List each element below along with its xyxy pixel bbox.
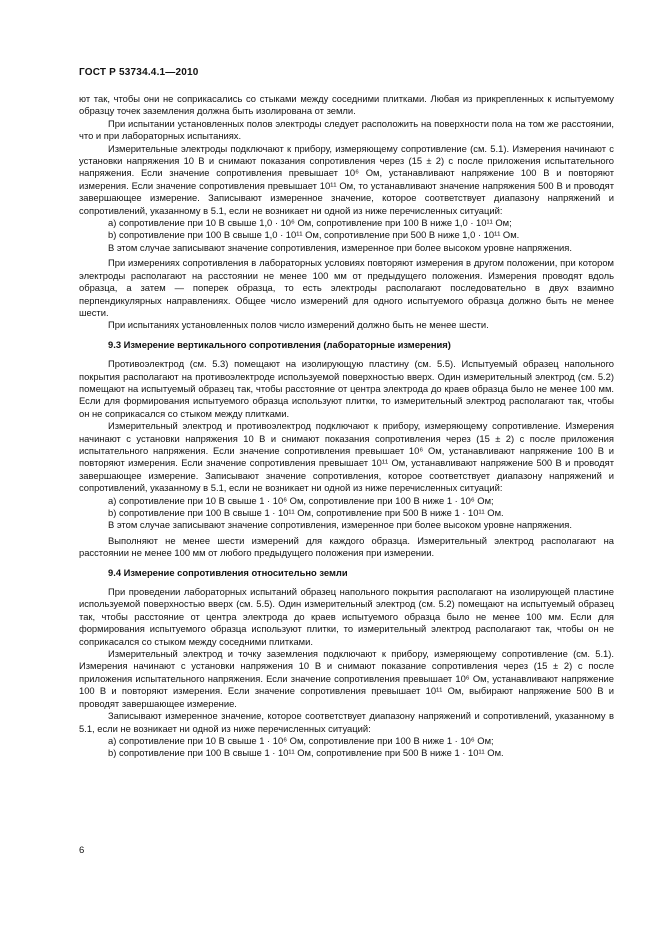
paragraph: Измерительные электроды подключают к прибору, измеряющему сопротивление (см. 5.1). Измерения начинают с установки напряжения 10 В и снимают показания сопротивления через (15 ± 2) с после приложения испытательного напряжения. Если значение сопротивления превышает 10⁶ Ом, устанавливают напряжение 100 В и повторяют измерения. Если значение сопротивления превышает 10¹¹ Ом, то устанавливают значение напряжения 500 В и проводят завершающее измерение. Записывают измеренное значение, которое соответствует диапазону напряжений и сопротивлений, указанному в 5.1, если не возникает ни одной из ниже перечисленных ситуаций: (79, 142, 614, 216)
paragraph: При измерениях сопротивления в лабораторных условиях повторяют измерения в другом положении, при котором электроды располагают на расстоянии не менее 100 мм от предыдущего положения. Измерения проводят вдоль образца, а затем — поперек образца, то есть электроды располагают последовательно в двух взаимно перпендикулярных направлениях. Общее число измерений для одного испытуемого образца должно быть не менее шести. (79, 257, 614, 318)
paragraphs-9-4 (79, 586, 614, 760)
page-content (79, 93, 614, 760)
section-9-4-title: 9.4 Измерение сопротивления относительно земли (108, 566, 348, 578)
list-item: a) сопротивление при 10 В свыше 1,0 · 10⁶ Ом, сопротивление при 100 В ниже 1,0 · 10¹¹ Ом; (108, 217, 512, 229)
paragraph: При испытании установленных полов электроды следует расположить на поверхности пола на том же расстоянии, что и при лабораторных испытаниях. (79, 117, 614, 142)
paragraph: В этом случае записывают значение сопротивления, измеренное при более высоком уровне напряжения. (108, 241, 572, 253)
paragraph: При проведении лабораторных испытаний образец напольного покрытия располагают на изолирующей пластине используемой поверхностью вверх (см. 5.5). Один измерительный электрод (см. 5.2) помещают на испытуемый образец так, чтобы расстояние от центра электрода до краев испытуемого образца было не менее 100 мм. Если для формирования испытуемого образца используют плитки, то измерительный электрод располагают так, чтобы он не соприкасался со стыком между соседними плитками. (79, 586, 614, 647)
list-item: b) сопротивление при 100 В свыше 1,0 · 10¹¹ Ом, сопротивление при 500 В ниже 1,0 · 10¹¹ Ом. (108, 229, 520, 241)
page-number: 6 (79, 845, 85, 856)
list-item: b) сопротивление при 100 В свыше 1 · 10¹¹ Ом, сопротивление при 500 В ниже 1 · 10¹¹ Ом. (108, 747, 504, 759)
list-item: b) сопротивление при 100 В свыше 1 · 10¹¹ Ом, сопротивление при 500 В ниже 1 · 10¹¹ Ом. (108, 507, 504, 518)
list-item: a) сопротивление при 10 В свыше 1 · 10⁶ Ом, сопротивление при 100 В ниже 1 · 10⁶ Ом; (108, 494, 494, 506)
paragraph: Измерительный электрод и точку заземления подключают к прибору, измеряющему сопротивление (см. 5.1). Измерения начинают с установки напряжения 10 В и снимают показание сопротивления через (15 ± 2) с после приложения испытательного напряжения. Если значение сопротивления превышает 10⁶ Ом, устанавливают напряжение 100 В и повторяют измерения. Если значение сопротивления превышает 10¹¹ Ом, выбирают напряжение 500 В и проводят завершающее измерение. (79, 648, 614, 709)
standard-header: ГОСТ Р 53734.4.1—2010 (79, 67, 199, 78)
paragraph: ют так, чтобы они не соприкасались со стыками между соседними плитками. Любая из прикрепленных к испытуемому образцу точек заземления должна быть изолирована от земли. (79, 93, 614, 117)
paragraph: При испытаниях установленных полов число измерений должно быть не менее шести. (108, 319, 489, 331)
paragraph: Записывают измеренное значение, которое соответствует диапазону напряжений и сопротивлений, указанному в 5.1, если не возникает ни одной из ниже перечисленных ситуаций: (79, 710, 614, 734)
paragraphs-9-3 (79, 358, 614, 560)
paragraph: Выполняют не менее шести измерений для каждого образца. Измерительный электрод располагают на расстоянии не менее 100 мм от любого предыдущего положения при измерении. (79, 534, 614, 559)
paragraph: В этом случае записывают значение сопротивления, измеренное при более высоком уровне напряжения. (108, 519, 572, 531)
section-9-3-title: 9.3 Измерение вертикального сопротивления (лабораторные измерения) (108, 338, 451, 350)
list-item: a) сопротивление при 10 В свыше 1 · 10⁶ Ом, сопротивление при 100 В ниже 1 · 10⁶ Ом; (108, 734, 494, 746)
paragraph: Противоэлектрод (см. 5.3) помещают на изолирующую пластину (см. 5.5). Испытуемый образец напольного покрытия располагают на противоэлектроде используемой поверхностью вверх. Один измерительный электрод (см. 5.2) помещают на испытуемый образец так, чтобы расстояние от центра электрода до краев образца было не менее 100 мм. Если для формирования испытуемого образца используют плитки, то измерительный электрод располагают так, чтобы он не соприкасался со стыком между плитками. (79, 358, 614, 419)
paragraphs-top (79, 93, 614, 332)
paragraph: Измерительный электрод и противоэлектрод подключают к прибору, измеряющему сопротивление. Измерения начинают с установки напряжения 10 В и снимают показания сопротивления через (15 ± 2) с после приложения испытательного напряжения. Если значение сопротивления превышает 10⁶ Ом, устанавливают напряжение 100 В и повторяют измерения. Если значение сопротивления превышает 10¹¹ Ом, устанавливают напряжение 500 В и проводят завершающее измерение. Записывают значение сопротивления, которое соответствует диапазону напряжений и сопротивлений, указанному в 5.1, если не возникает ни одной из ниже перечисленных ситуаций: (79, 420, 614, 494)
